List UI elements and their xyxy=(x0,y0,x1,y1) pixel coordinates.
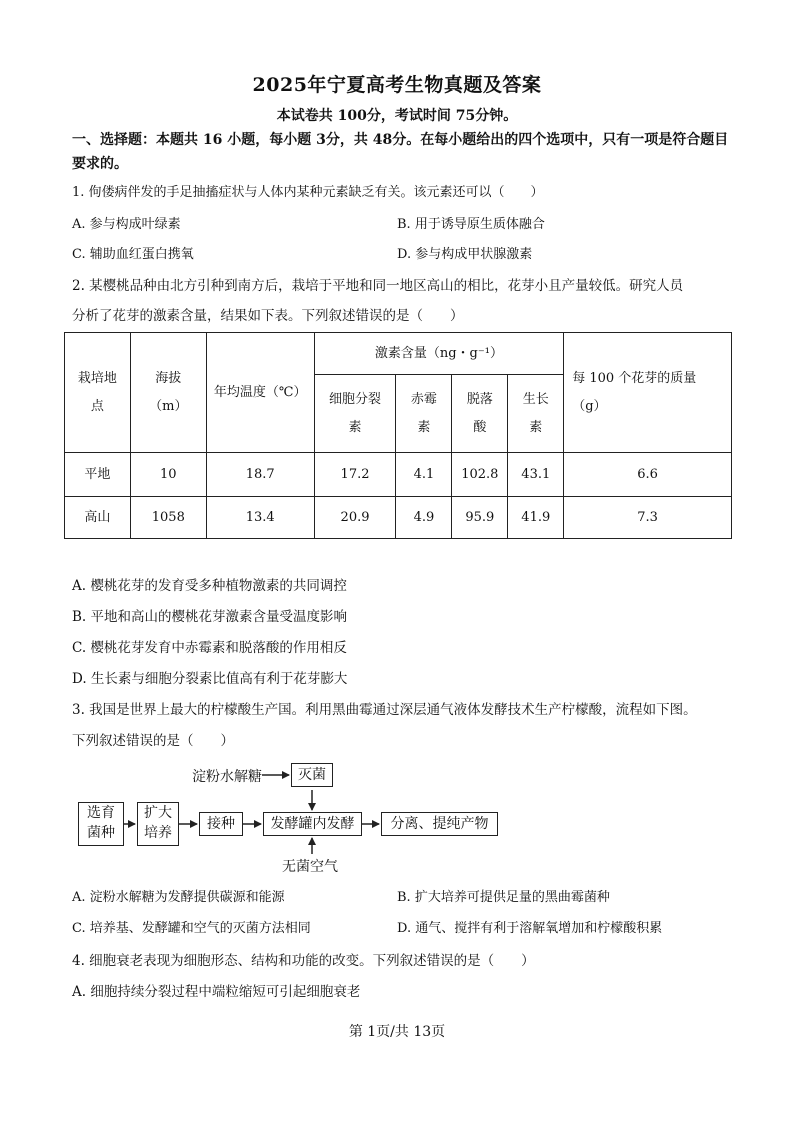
box-select-strain-l2: 菌种 xyxy=(87,825,115,841)
box-expand-culture-l2: 培养 xyxy=(144,825,172,841)
header-altitude xyxy=(130,333,206,453)
header-abscisic-acid-l2: 酸 xyxy=(473,419,487,435)
box-sterilize: 灭菌 xyxy=(291,763,333,787)
cell-temperature: 13.4 xyxy=(206,497,314,539)
box-select-strain-l1: 选育 xyxy=(87,805,115,821)
box-expand-culture-l1: 扩大 xyxy=(144,805,172,821)
section-heading-line1: 一、选择题：本题共 16 小题，每小题 3分，共 48分。在每小题给出的四个选项中，只有一项是符合题目 xyxy=(72,132,729,148)
header-cytokinin xyxy=(314,375,396,453)
cell-mass: 7.3 xyxy=(564,497,732,539)
box-select-strain xyxy=(78,802,124,846)
header-hormone: 激素含量（ng・g⁻¹） xyxy=(314,333,564,375)
box-separate-purify: 分离、提纯产物 xyxy=(381,812,498,836)
q4-stem: 4. 细胞衰老表现为细胞形态、结构和功能的改变。下列叙述错误的是（ ） xyxy=(72,953,535,969)
q1-option-c: C. 辅助血红蛋白携氧 xyxy=(72,247,194,262)
q3-option-c: C. 培养基、发酵罐和空气的灭菌方法相同 xyxy=(72,921,311,936)
cell-cytokinin: 17.2 xyxy=(314,453,396,497)
q4-option-a: A. 细胞持续分裂过程中端粒缩短可引起细胞衰老 xyxy=(72,984,361,1000)
header-site-l1: 栽培地 xyxy=(77,370,117,386)
q3-stem-line1: 3. 我国是世界上最大的柠檬酸生产国。利用黑曲霉通过深层通气液体发酵技术生产柠檬酸，流程如下图。 xyxy=(72,702,697,718)
header-auxin-l2: 素 xyxy=(529,419,543,435)
header-site xyxy=(65,333,131,453)
q3-option-b: B. 扩大培养可提供足量的黑曲霉菌种 xyxy=(397,890,610,905)
q2-option-c: C. 樱桃花芽发育中赤霉素和脱落酸的作用相反 xyxy=(72,640,347,656)
q1-option-a: A. 参与构成叶绿素 xyxy=(72,217,181,232)
cell-cytokinin: 20.9 xyxy=(314,497,396,539)
q2-option-a: A. 樱桃花芽的发育受多种植物激素的共同调控 xyxy=(72,578,347,594)
header-gibberellin xyxy=(396,375,452,453)
table-row xyxy=(65,497,732,539)
section-heading-line2: 要求的。 xyxy=(72,156,128,172)
label-sterile-air: 无菌空气 xyxy=(282,859,338,875)
cell-abscisic-acid: 102.8 xyxy=(452,453,508,497)
header-gibberellin-l2: 素 xyxy=(417,419,431,435)
header-mass-l1: 每 100 个花芽的质量 xyxy=(572,370,697,386)
q2-stem-line1: 2. 某樱桃品种由北方引种到南方后，栽培于平地和同一地区高山的相比，花芽小且产量较低。研究人员 xyxy=(72,278,684,294)
table-row xyxy=(65,453,732,497)
box-fermenter: 发酵罐内发酵 xyxy=(263,812,362,836)
header-gibberellin-l1: 赤霉 xyxy=(410,391,437,407)
header-abscisic-acid xyxy=(452,375,508,453)
q2-option-d: D. 生长素与细胞分裂素比值高有利于花芽膨大 xyxy=(72,671,348,687)
header-auxin xyxy=(508,375,564,453)
q3-option-d: D. 通气、搅拌有利于溶解氧增加和柠檬酸积累 xyxy=(397,921,663,936)
q2-option-b: B. 平地和高山的樱桃花芽激素含量受温度影响 xyxy=(72,609,348,625)
q3-option-a: A. 淀粉水解糖为发酵提供碳源和能源 xyxy=(72,890,285,905)
cell-site: 平地 xyxy=(65,453,131,497)
cell-altitude: 10 xyxy=(130,453,206,497)
header-site-l2: 点 xyxy=(90,398,104,414)
header-mass xyxy=(564,333,732,453)
cell-mass: 6.6 xyxy=(564,453,732,497)
hormone-table xyxy=(64,332,732,539)
fermentation-flowchart xyxy=(72,758,512,878)
header-altitude-l1: 海拔 xyxy=(155,370,182,386)
cell-auxin: 43.1 xyxy=(508,453,564,497)
box-inoculate: 接种 xyxy=(199,812,243,836)
q1-option-b: B. 用于诱导原生质体融合 xyxy=(397,217,545,232)
page-title: 2025年宁夏高考生物真题及答案 xyxy=(252,74,542,96)
q3-stem-line2: 下列叙述错误的是（ ） xyxy=(72,733,234,749)
header-mass-l2: （g） xyxy=(572,398,607,414)
header-temperature: 年均温度（℃） xyxy=(206,333,314,453)
cell-abscisic-acid: 95.9 xyxy=(452,497,508,539)
q1-stem: 1. 佝偻病伴发的手足抽搐症状与人体内某种元素缺乏有关。该元素还可以（ ） xyxy=(72,185,544,200)
cell-altitude: 1058 xyxy=(130,497,206,539)
header-altitude-l2: （m） xyxy=(149,398,188,414)
cell-gibberellin: 4.9 xyxy=(396,497,452,539)
exam-info: 本试卷共 100分，考试时间 75分钟。 xyxy=(276,108,518,124)
cell-site: 高山 xyxy=(65,497,131,539)
label-starch-sugar: 淀粉水解糖 xyxy=(192,769,262,785)
q2-stem-line2: 分析了花芽的激素含量，结果如下表。下列叙述错误的是（ ） xyxy=(72,308,464,324)
q1-option-d: D. 参与构成甲状腺激素 xyxy=(397,247,533,262)
cell-auxin: 41.9 xyxy=(508,497,564,539)
box-expand-culture xyxy=(137,802,179,846)
header-abscisic-acid-l1: 脱落 xyxy=(466,391,493,407)
header-cytokinin-l2: 素 xyxy=(348,419,362,435)
header-auxin-l1: 生长 xyxy=(522,391,549,407)
cell-temperature: 18.7 xyxy=(206,453,314,497)
page-number: 第 1页/共 13页 xyxy=(348,1024,446,1040)
cell-gibberellin: 4.1 xyxy=(396,453,452,497)
header-cytokinin-l1: 细胞分裂 xyxy=(329,391,382,407)
